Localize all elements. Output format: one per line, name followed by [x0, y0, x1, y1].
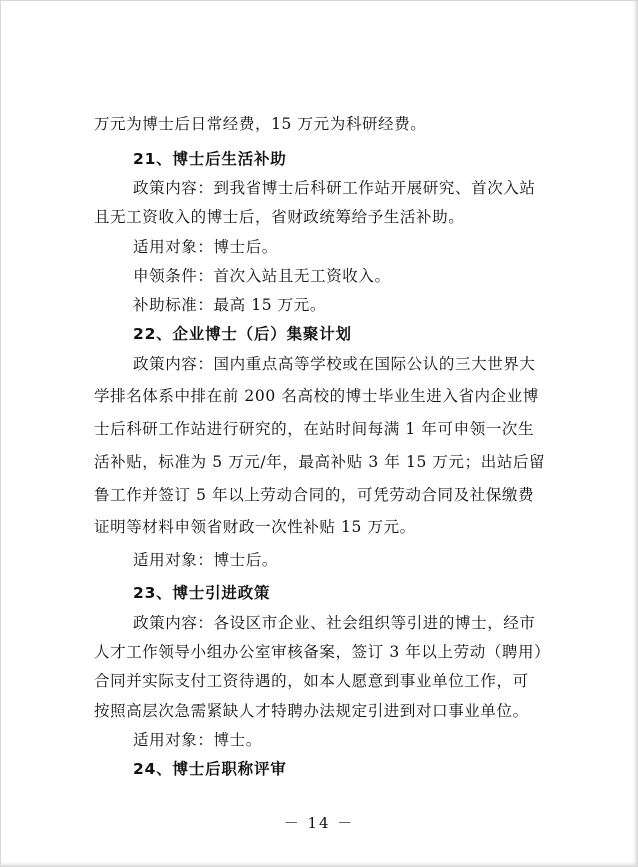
paragraph-line: 政策内容：到我省博士后科研工作站开展研究、首次入站 — [133, 179, 536, 197]
paragraph-line: 活补贴，标准为 5 万元/年，最高补贴 3 年 15 万元；出站后留 — [94, 453, 546, 471]
page-number: － 14 － — [283, 814, 355, 832]
section-heading-21: 21、博士后生活补助 — [133, 150, 287, 168]
paragraph-line: 万元为博士后日常经费，15 万元为科研经费。 — [94, 115, 427, 133]
paragraph-line: 证明等材料申领省财政一次性补贴 15 万元。 — [94, 518, 416, 536]
paragraph-line: 合同并实际支付工资待遇的，如本人愿意到事业单位工作，可 — [94, 672, 529, 690]
section-heading-23: 23、博士引进政策 — [133, 584, 271, 602]
paragraph-line: 适用对象：博士后。 — [133, 551, 278, 569]
paragraph-line: 按照高层次急需紧缺人才特聘办法规定引进到对口事业单位。 — [94, 702, 529, 720]
paragraph-line: 人才工作领导小组办公室审核备案，签订 3 年以上劳动（聘用） — [94, 643, 551, 661]
section-heading-24: 24、博士后职称评审 — [133, 760, 287, 778]
paragraph-line: 适用对象：博士后。 — [133, 238, 278, 256]
paragraph-line: 政策内容：国内重点高等学校或在国际公认的三大世界大 — [133, 355, 536, 373]
paragraph-line: 适用对象：博士。 — [133, 731, 262, 749]
paragraph-line: 申领条件：首次入站且无工资收入。 — [133, 267, 391, 285]
paragraph-line: 鲁工作并签订 5 年以上劳动合同的，可凭劳动合同及社保缴费 — [94, 486, 535, 504]
section-heading-22: 22、企业博士（后）集聚计划 — [133, 325, 352, 343]
paragraph-line: 且无工资收入的博士后，省财政统筹给予生活补助。 — [94, 208, 465, 226]
paragraph-line: 士后科研工作站进行研究的，在站时间每满 1 年可申领一次生 — [94, 420, 535, 438]
paragraph-line: 补助标准：最高 15 万元。 — [133, 296, 326, 314]
paragraph-line: 政策内容：各设区市企业、社会组织等引进的博士，经市 — [133, 614, 536, 632]
paragraph-line: 学排名体系中排在前 200 名高校的博士毕业生进入省内企业博 — [94, 387, 539, 405]
